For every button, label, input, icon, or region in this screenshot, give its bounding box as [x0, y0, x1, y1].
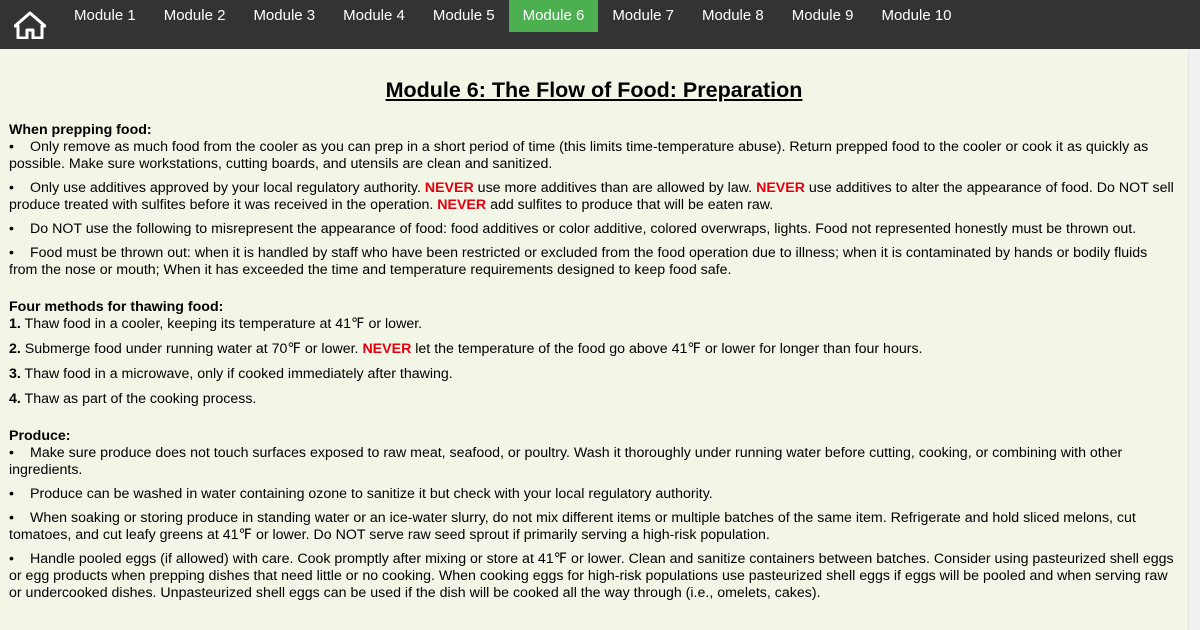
vertical-scrollbar[interactable]: [1188, 49, 1200, 630]
module-nav: [60, 0, 966, 32]
top-navbar: [0, 0, 1200, 49]
list-item: [9, 445, 1179, 479]
nav-module-4[interactable]: Module 4: [343, 7, 405, 24]
step-text: Thaw food in a microwave, only if cooked immediately after thawing.: [20, 366, 453, 382]
list-item-text: Produce can be washed in water containing ozone to sanitize it but check with your local regulatory authority.: [30, 486, 713, 502]
nav-module-3[interactable]: Module 3: [253, 7, 316, 24]
bullet-glyph: •: [9, 245, 14, 261]
list-item-text: Handle pooled eggs (if allowed) with care. Cook promptly after mixing or store at 41℉ or lower. Clean and sanitize containers between batches. Consider using pasteurized shell eggs or egg products when prepping dishes that need little or no cooking. When cooking eggs for high-risk populations use pasteurized shell eggs if eggs will be pooled and when serving raw or undercooked dishes. Unpasteurized shell eggs can be used if the dish will be cooked all the way through (i.e., omelets, cakes).: [9, 551, 1174, 601]
step-text: Submerge food under running water at 70℉ or lower.: [20, 341, 363, 357]
step-text: Thaw as part of the cooking process.: [20, 391, 257, 407]
step-number: 1.: [9, 316, 21, 332]
list-item: [9, 139, 1179, 173]
list-item-text: Only use additives approved by your local regulatory authority.: [30, 180, 425, 196]
step-text: let the temperature of the food go above 41℉ or lower for longer than four hours.: [411, 341, 923, 357]
list-item: [9, 486, 1179, 503]
section-thawing: [9, 299, 1179, 408]
bullet-glyph: •: [9, 486, 14, 502]
bullet-glyph: •: [9, 221, 14, 237]
list-item-text: Only remove as much food from the cooler as you can prep in a short period of time (this limits time-temperature abuse). Return prepped food to the cooler or cook it as quickly as possible. Make sure workstations, cutting boards, and utensils are clean and sanitized.: [9, 139, 1149, 172]
never-emphasis: NEVER: [424, 180, 474, 196]
nav-module-10[interactable]: Module 10: [881, 7, 952, 24]
bullet-glyph: •: [9, 445, 14, 461]
main-content: [9, 49, 1179, 602]
nav-module-9[interactable]: Module 9: [791, 7, 854, 24]
nav-module-1[interactable]: Module 1: [74, 7, 136, 24]
list-item-text: Make sure produce does not touch surfaces exposed to raw meat, seafood, or poultry. Wash it thoroughly under running water before cutting, cooking, or combining with other ingredients.: [9, 445, 1123, 478]
thaw-step: [9, 366, 1179, 383]
step-number: 4.: [9, 391, 21, 407]
never-emphasis: NEVER: [756, 180, 805, 196]
never-emphasis: NEVER: [362, 341, 412, 357]
nav-module-5[interactable]: Module 5: [432, 7, 495, 24]
home-button[interactable]: [0, 0, 60, 49]
step-text: Thaw food in a cooler, keeping its temperature at 41℉ or lower.: [20, 316, 423, 332]
thaw-step: [9, 391, 1179, 408]
list-item: [9, 510, 1179, 544]
list-item-text: use more additives than are allowed by law.: [473, 180, 757, 196]
list-item-text: When soaking or storing produce in standing water or an ice-water slurry, do not mix different items or multiple batches of the same item. Refrigerate and hold sliced melons, cut tomatoes, and cut leafy greens at 41℉ or lower. Do NOT serve raw seed sprout if primarily serving a high-risk population.: [9, 510, 1136, 543]
bullet-glyph: •: [9, 180, 14, 196]
nav-module-6-active[interactable]: Module 6: [509, 0, 599, 32]
nav-module-7[interactable]: Module 7: [612, 7, 675, 24]
section-prepping: [9, 122, 1179, 279]
section-heading-prepping: When prepping food:: [9, 122, 152, 138]
list-item: [9, 180, 1179, 214]
list-item: [9, 245, 1179, 279]
thaw-step: [9, 341, 1179, 358]
list-item-text: Do NOT use the following to misrepresent the appearance of food: food additives or color additive, colored overwraps, lights. Food not represented honestly must be thrown out.: [30, 221, 1137, 237]
nav-module-8[interactable]: Module 8: [702, 7, 764, 24]
bullet-glyph: •: [9, 510, 14, 526]
step-number: 3.: [9, 366, 21, 382]
bullet-glyph: •: [9, 139, 14, 155]
list-item: [9, 221, 1179, 238]
thaw-step: [9, 316, 1179, 333]
list-item: [9, 551, 1179, 602]
step-number: 2.: [9, 341, 21, 357]
home-icon: [14, 11, 46, 39]
section-heading-thawing: Four methods for thawing food:: [9, 299, 224, 315]
list-item-text: add sulfites to produce that will be eaten raw.: [486, 197, 774, 213]
page-title: Module 6: The Flow of Food: Preparation: [385, 78, 803, 102]
list-item-text: use additives to alter the appearance of food. Do NOT sell produce treated with sulfites before it was received in the operation.: [9, 180, 1174, 213]
bullet-glyph: •: [9, 551, 14, 567]
list-item-text: Food must be thrown out: when it is handled by staff who have been restricted or excluded from the food operation due to illness; when it is contaminated by hands or bodily fluids from the nose or mouth; When it has exceeded the time and temperature requirements designed to keep food safe.: [9, 245, 1148, 278]
never-emphasis: NEVER: [437, 197, 487, 213]
nav-module-2[interactable]: Module 2: [163, 7, 226, 24]
section-heading-produce: Produce:: [9, 428, 71, 444]
section-produce: [9, 428, 1179, 602]
